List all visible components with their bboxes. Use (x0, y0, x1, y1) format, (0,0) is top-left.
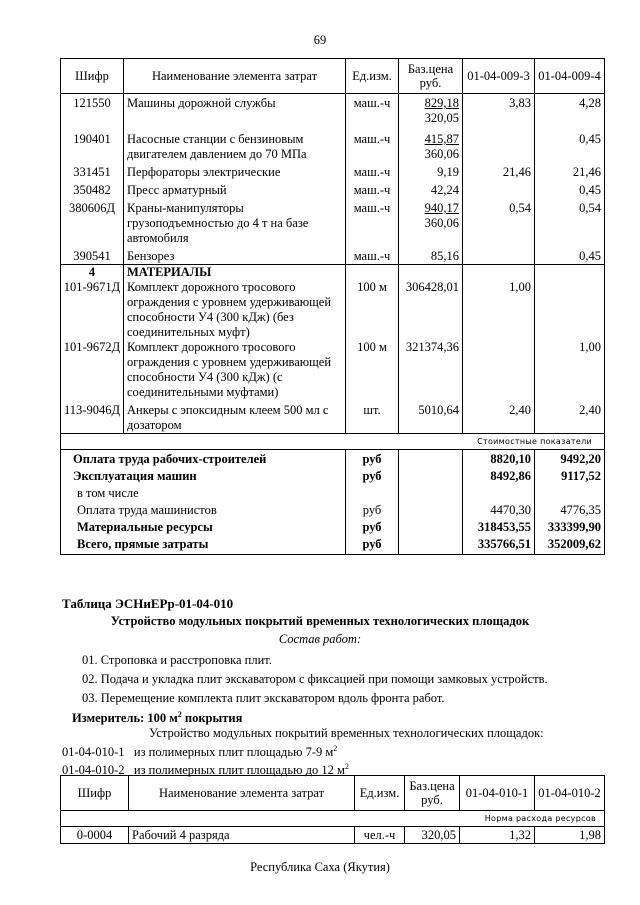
summary-v1: 8492,86 (463, 467, 535, 484)
row-v2: 1,00 (535, 340, 605, 400)
price-value: 415,87 (424, 132, 459, 146)
table-row (61, 126, 605, 162)
summary-row (61, 484, 605, 501)
row-v1: 1,32 (460, 827, 535, 844)
summary-name: Оплата труда рабочих-строителей (61, 450, 346, 468)
variant-code: 01-04-010-1 (62, 745, 125, 760)
row-name: Пресс арматурный (124, 180, 346, 198)
row-code: 113-9046Д (61, 400, 124, 434)
row-v2: 4,28 (535, 94, 605, 127)
section-row (61, 265, 605, 281)
table-row (61, 180, 605, 198)
summary-name: в том числе (61, 484, 346, 501)
header-code: Шифр (61, 776, 129, 811)
row-v2: 21,46 (535, 162, 605, 180)
summary-row (61, 535, 605, 555)
row-v1: 0,54 (463, 198, 535, 246)
table-row (61, 162, 605, 180)
price-value: 940,17 (424, 201, 459, 215)
cost-caption: Стоимостные показатели (61, 434, 605, 450)
row-name: Комплект дорожного тросового ограждения с уровнем удерживающей способности У4 (300 кДж) (с соединительными муфтами) (124, 340, 346, 400)
summary-unit: руб (346, 501, 399, 518)
row-unit: шт. (346, 400, 399, 434)
row-name: Краны-манипуляторы грузоподъемностью до 4 т на базе автомобиля (124, 198, 346, 246)
row-unit: маш.-ч (346, 198, 399, 246)
summary-name: Эксплуатация машин (61, 467, 346, 484)
table-row (61, 400, 605, 434)
header-price: Баз.цена руб. (399, 59, 463, 94)
header-price: Баз.цена руб. (405, 776, 460, 811)
row-v1: 3,83 (463, 94, 535, 127)
row-v2: 2,40 (535, 400, 605, 434)
row-price: 9,19 (399, 162, 463, 180)
row-unit: 100 м (346, 280, 399, 340)
page-number: 69 (313, 33, 327, 47)
work-item: 02. Подача и укладка плит экскаватором с фиксацией при помощи замковых устройств. (82, 672, 548, 686)
summary-row (61, 518, 605, 535)
table-row (61, 246, 605, 265)
row-v1: 21,46 (463, 162, 535, 180)
row-name: Анкеры с эпоксидным клеем 500 мл с дозатором (124, 400, 346, 434)
row-unit: маш.-ч (346, 180, 399, 198)
variant-code: 01-04-010-2 (62, 763, 125, 778)
variant-text: из полимерных плит площадью 7-9 м (133, 745, 334, 760)
table-title: Таблица ЭСНиЕРр-01-04-010 (62, 596, 234, 611)
variant-sup: 2 (333, 744, 338, 753)
summary-unit: руб (346, 467, 399, 484)
header-name: Наименование элемента затрат (129, 776, 355, 811)
section-name: МАТЕРИАЛЫ (124, 265, 346, 281)
row-code: 331451 (61, 162, 124, 180)
meter-sup: 2 (177, 710, 182, 719)
summary-v1: 335766,51 (463, 535, 535, 555)
summary-v2: 9117,52 (535, 467, 605, 484)
row-code: 190401 (61, 126, 124, 162)
row-v1: 1,00 (463, 280, 535, 340)
header-col2: 01-04-010-2 (535, 776, 605, 811)
row-unit: маш.-ч (346, 126, 399, 162)
row-v2: 1,98 (535, 827, 605, 844)
work-item: 01. Строповка и расстроповка плит. (82, 653, 272, 667)
table-row (61, 280, 605, 340)
table-header (61, 59, 605, 94)
row-code: 101-9671Д (61, 280, 124, 340)
row-v1 (463, 180, 535, 198)
norm-caption-row (61, 811, 605, 827)
price-value: 829,18 (424, 96, 459, 110)
row-code: 0-0004 (61, 827, 129, 844)
header-col2: 01-04-009-4 (535, 59, 605, 94)
row-code: 390541 (61, 246, 124, 265)
variant-item (62, 744, 337, 760)
header-code: Шифр (61, 59, 124, 94)
summary-name: Материальные ресурсы (61, 518, 346, 535)
summary-row (61, 501, 605, 518)
summary-unit: руб (346, 535, 399, 555)
row-unit: маш.-ч (346, 162, 399, 180)
variant-sup: 2 (344, 762, 349, 771)
summary-row (61, 467, 605, 484)
header-unit: Ед.изм. (355, 776, 405, 811)
row-name: Комплект дорожного тросового ограждения с уровнем удерживающей способности У4 (300 кДж) (без соединительных муфт) (124, 280, 346, 340)
summary-v1: 8820,10 (463, 450, 535, 468)
header-name: Наименование элемента затрат (124, 59, 346, 94)
row-v1: 2,40 (463, 400, 535, 434)
row-price: 306428,01 (399, 280, 463, 340)
row-name: Машины дорожной службы (124, 94, 346, 127)
header-col1: 01-04-009-3 (463, 59, 535, 94)
row-code: 101-9672Д (61, 340, 124, 400)
summary-v1: 318453,55 (463, 518, 535, 535)
summary-name: Всего, прямые затраты (61, 535, 346, 555)
cost-caption-row (61, 434, 605, 450)
variant-text: из полимерных плит площадью до 12 м (133, 763, 345, 778)
summary-unit: руб (346, 450, 399, 468)
price-wage: 360,06 (424, 147, 459, 161)
summary-unit: руб (346, 518, 399, 535)
price-wage: 360,06 (424, 216, 459, 230)
row-v1 (463, 246, 535, 265)
row-name: Перфораторы электрические (124, 162, 346, 180)
row-v1 (463, 340, 535, 400)
table-row (61, 198, 605, 246)
row-name: Рабочий 4 разряда (129, 827, 355, 844)
header-unit: Ед.изм. (346, 59, 399, 94)
row-v2 (535, 280, 605, 340)
row-unit: маш.-ч (346, 246, 399, 265)
row-code: 121550 (61, 94, 124, 127)
table-row (61, 827, 605, 844)
header-col1: 01-04-010-1 (460, 776, 535, 811)
machines-body (61, 94, 605, 555)
row-price: 42,24 (399, 180, 463, 198)
work-item: 03. Перемещение комплекта плит экскаватором вдоль фронта работ. (82, 691, 445, 705)
variants-desc: Устройство модульных покрытий временных технологических площадок: (149, 726, 544, 740)
summary-v1: 4470,30 (463, 501, 535, 518)
row-unit: маш.-ч (346, 94, 399, 127)
table-header (61, 776, 605, 811)
footer: Республика Саха (Якутия) (250, 860, 390, 874)
row-price (399, 126, 463, 162)
table-row (61, 94, 605, 127)
summary-v2: 352009,62 (535, 535, 605, 555)
summary-row (61, 450, 605, 468)
summary-v2: 333399,90 (535, 518, 605, 535)
row-v2: 0,54 (535, 198, 605, 246)
resource-table (60, 58, 605, 555)
section-heading: Устройство модульных покрытий временных технологических площадок (110, 614, 530, 628)
row-v2: 0,45 (535, 126, 605, 162)
meter-tail: покрытия (181, 711, 243, 726)
price-wage: 320,05 (424, 111, 459, 125)
row-v1 (463, 126, 535, 162)
row-v2: 0,45 (535, 180, 605, 198)
meter-label: Измеритель: 100 м (72, 711, 178, 726)
row-unit: 100 м (346, 340, 399, 400)
row-price: 5010,64 (399, 400, 463, 434)
summary-v2: 4776,35 (535, 501, 605, 518)
row-price (399, 198, 463, 246)
resource-table-2 (60, 775, 605, 844)
row-name: Насосные станции с бензиновым двигателем давлением до 70 МПа (124, 126, 346, 162)
row-price: 320,05 (405, 827, 460, 844)
row-code: 350482 (61, 180, 124, 198)
row-v2: 0,45 (535, 246, 605, 265)
summary-name: Оплата труда машинистов (61, 501, 346, 518)
row-price: 85,16 (399, 246, 463, 265)
section-code: 4 (61, 265, 124, 281)
meter (72, 710, 242, 726)
summary-v2: 9492,20 (535, 450, 605, 468)
works-title: Состав работ: (278, 632, 362, 646)
row-code: 380606Д (61, 198, 124, 246)
table-row (61, 340, 605, 400)
row-name: Бензорез (124, 246, 346, 265)
row-price (399, 94, 463, 127)
row-unit: чел.-ч (355, 827, 405, 844)
norm-caption: Норма расхода ресурсов (61, 811, 605, 827)
row-price: 321374,36 (399, 340, 463, 400)
